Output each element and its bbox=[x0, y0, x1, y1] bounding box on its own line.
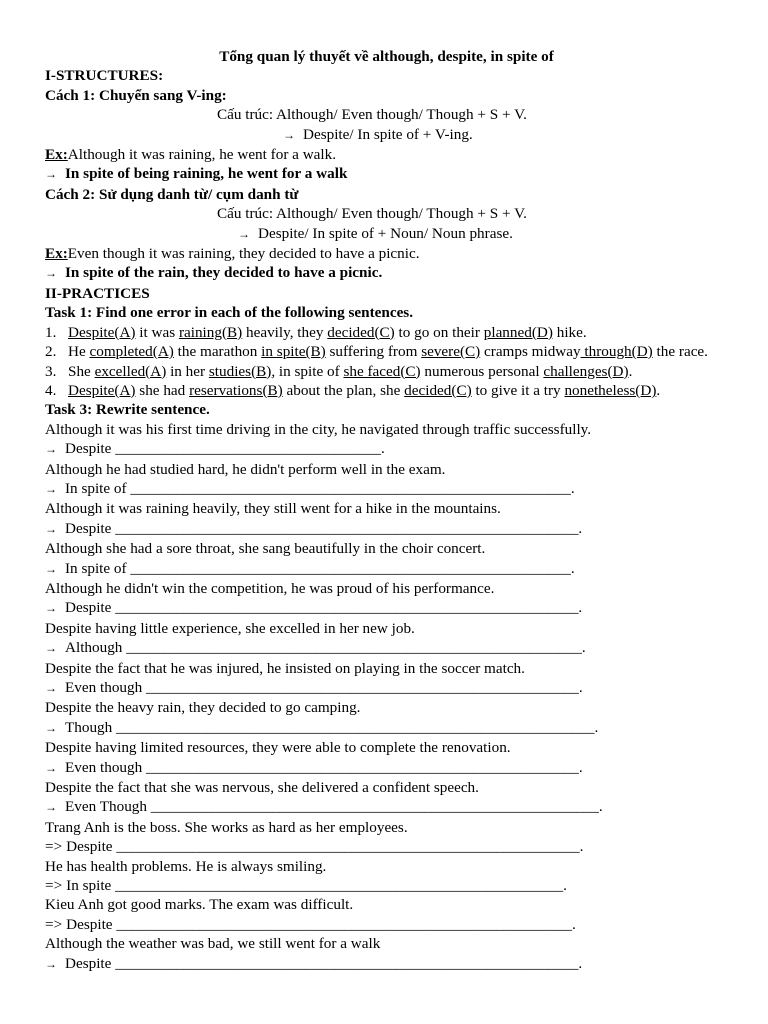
rewrite-answer-line bbox=[45, 837, 728, 856]
question-fragment: He bbox=[68, 343, 90, 361]
way1-heading: Cách 1: Chuyển sang V-ing: bbox=[45, 86, 227, 104]
way1-example: Ex:Although it was raining, he went for a walk. bbox=[45, 146, 337, 164]
answer-option[interactable]: Despite(A) bbox=[68, 323, 136, 341]
answer-option[interactable]: severe(C) bbox=[421, 343, 481, 361]
answer-option[interactable]: she faced(C) bbox=[343, 362, 421, 380]
answer-blank[interactable]: ___________________________________________________________. bbox=[150, 798, 603, 816]
question-fragment: cramps midway bbox=[480, 343, 581, 361]
rewrite-start-word: Despite bbox=[66, 915, 113, 933]
rewrite-start-word: Despite bbox=[65, 954, 112, 972]
question-text bbox=[68, 342, 728, 361]
answer-option[interactable]: excelled(A) bbox=[94, 362, 167, 380]
way1-example-answer: → In spite of being raining, he went for a walk bbox=[45, 164, 728, 184]
rewrite-start-word: In spite of bbox=[65, 479, 127, 497]
rewrite-answer-line bbox=[45, 479, 728, 499]
answer-blank[interactable]: __________________________________________________________. bbox=[130, 479, 575, 497]
arrow-icon: → bbox=[238, 226, 250, 241]
arrow-icon: → bbox=[45, 681, 57, 695]
question-text bbox=[68, 323, 728, 342]
task1-question bbox=[45, 323, 728, 342]
answer-blank[interactable]: _____________________________________________________________. bbox=[115, 954, 583, 972]
question-number: 1. bbox=[45, 323, 57, 341]
question-fragment: suffering from bbox=[325, 343, 422, 361]
arrow-icon: → bbox=[45, 167, 57, 182]
way2-heading: Cách 2: Sử dụng danh từ/ cụm danh từ bbox=[45, 185, 299, 203]
task3-heading: Task 3: Rewrite sentence. bbox=[45, 401, 210, 419]
answer-option[interactable]: through(D) bbox=[580, 343, 653, 361]
answer-blank[interactable]: _____________________________________________________________. bbox=[115, 599, 583, 617]
arrow-icon: → bbox=[45, 266, 57, 281]
question-fragment: about the plan, she bbox=[282, 381, 405, 399]
arrow-icon: → bbox=[45, 481, 57, 496]
arrow-icon: => bbox=[45, 838, 63, 856]
question-fragment: hike. bbox=[552, 323, 587, 341]
rewrite-answer-line bbox=[45, 915, 728, 934]
answer-option[interactable]: studies(B) bbox=[208, 362, 272, 380]
question-fragment: . bbox=[628, 362, 633, 380]
answer-option[interactable]: raining(B) bbox=[178, 323, 243, 341]
document-title: Tổng quan lý thuyết về although, despite, in spite of bbox=[219, 48, 554, 65]
task1-question bbox=[45, 342, 728, 361]
rewrite-start-word: Despite bbox=[65, 599, 112, 617]
rewrite-prompt: Although he didn't win the competition, he was proud of his performance. bbox=[45, 579, 495, 597]
answer-blank[interactable]: _________________________________________________________. bbox=[146, 758, 583, 776]
rewrite-start-word: In spite bbox=[66, 877, 112, 895]
rewrite-prompt: He has health problems. He is always smiling. bbox=[45, 857, 327, 875]
rewrite-answer-line bbox=[45, 638, 728, 658]
question-text bbox=[68, 362, 728, 381]
answer-option[interactable]: decided(C) bbox=[327, 323, 395, 341]
task1-question bbox=[45, 362, 728, 381]
rewrite-answer-line bbox=[45, 797, 728, 817]
rewrite-start-word: Though bbox=[65, 718, 113, 736]
way2-result: → Despite/ In spite of + Noun/ Noun phrase. bbox=[45, 224, 728, 244]
rewrite-answer-line bbox=[45, 954, 728, 974]
arrow-icon: → bbox=[45, 601, 57, 616]
way2-example: Ex:Even though it was raining, they decided to have a picnic. bbox=[45, 245, 420, 263]
rewrite-answer-line bbox=[45, 439, 728, 459]
task1-heading: Task 1: Find one error in each of the following sentences. bbox=[45, 304, 414, 322]
question-text bbox=[68, 381, 728, 400]
rewrite-start-word: Even though bbox=[65, 758, 143, 776]
answer-option[interactable]: challenges(D) bbox=[543, 362, 629, 380]
arrow-icon: → bbox=[45, 521, 57, 536]
arrow-icon: => bbox=[45, 877, 63, 895]
question-number: 3. bbox=[45, 362, 57, 380]
way2-example-answer: → In spite of the rain, they decided to have a picnic. bbox=[45, 263, 728, 283]
arrow-icon: → bbox=[45, 641, 57, 656]
answer-blank[interactable]: _____________________________________________________________. bbox=[116, 838, 584, 856]
answer-blank[interactable]: __________________________________________________________. bbox=[130, 559, 575, 577]
rewrite-start-word: Even Though bbox=[65, 798, 147, 816]
answer-blank[interactable]: ____________________________________________________________. bbox=[126, 639, 586, 657]
answer-blank[interactable]: ____________________________________________________________. bbox=[116, 915, 576, 933]
rewrite-prompt: Although he had studied hard, he didn't perform well in the exam. bbox=[45, 460, 446, 478]
answer-option[interactable]: in spite(B) bbox=[261, 343, 326, 361]
way1-result: → Despite/ In spite of + V-ing. bbox=[45, 125, 728, 145]
way2-structure: Cấu trúc: Although/ Even though/ Though + S + V. bbox=[217, 205, 527, 223]
arrow-icon: → bbox=[45, 800, 57, 815]
rewrite-answer-line bbox=[45, 718, 728, 738]
question-fragment: , in spite of bbox=[271, 362, 344, 380]
arrow-icon: => bbox=[45, 915, 63, 933]
rewrite-start-word: In spite of bbox=[65, 559, 127, 577]
task1-question bbox=[45, 381, 728, 400]
rewrite-answer-line bbox=[45, 519, 728, 539]
rewrite-answer-line bbox=[45, 876, 728, 895]
rewrite-prompt: Although she had a sore throat, she sang beautifully in the choir concert. bbox=[45, 540, 486, 558]
arrow-icon: → bbox=[45, 442, 57, 457]
question-fragment: she had bbox=[135, 381, 190, 399]
question-fragment: the race. bbox=[652, 343, 708, 361]
rewrite-prompt: Despite the fact that she was nervous, she delivered a confident speech. bbox=[45, 779, 479, 797]
rewrite-prompt: Trang Anh is the boss. She works as hard as her employees. bbox=[45, 818, 408, 836]
answer-option[interactable]: reservations(B) bbox=[189, 381, 283, 399]
rewrite-prompt: Although it was raining heavily, they still went for a hike in the mountains. bbox=[45, 500, 501, 518]
section-practices-heading: II-PRACTICES bbox=[45, 284, 150, 302]
rewrite-answer-line bbox=[45, 559, 728, 579]
answer-option[interactable]: planned(D) bbox=[483, 323, 553, 341]
rewrite-prompt: Despite the heavy rain, they decided to go camping. bbox=[45, 699, 361, 717]
question-fragment: the marathon bbox=[173, 343, 262, 361]
answer-blank[interactable]: _____________________________________________________________. bbox=[115, 519, 583, 537]
rewrite-prompt: Although it was his first time driving in the city, he navigated through traffic successfully. bbox=[45, 420, 592, 438]
question-fragment: to give it a try bbox=[471, 381, 565, 399]
question-fragment: to go on their bbox=[394, 323, 484, 341]
question-fragment: . bbox=[656, 381, 661, 399]
task3-question-list bbox=[45, 420, 728, 974]
question-fragment: She bbox=[68, 362, 95, 380]
example-label: Ex: bbox=[45, 146, 68, 164]
question-fragment: heavily, they bbox=[242, 323, 328, 341]
rewrite-prompt: Despite the fact that he was injured, he insisted on playing in the soccer match. bbox=[45, 659, 525, 677]
rewrite-start-word: Although bbox=[65, 639, 123, 657]
rewrite-start-word: Even though bbox=[65, 679, 143, 696]
question-number: 4. bbox=[45, 381, 57, 399]
question-number: 2. bbox=[45, 343, 57, 361]
example-label: Ex: bbox=[45, 245, 68, 263]
way1-structure: Cấu trúc: Although/ Even though/ Though + S + V. bbox=[217, 106, 527, 124]
rewrite-prompt: Although the weather was bad, we still went for a walk bbox=[45, 935, 381, 953]
rewrite-prompt: Kieu Anh got good marks. The exam was difficult. bbox=[45, 896, 354, 914]
arrow-icon: → bbox=[45, 760, 57, 775]
answer-blank[interactable]: _________________________________________________________. bbox=[146, 679, 583, 696]
task1-question-list bbox=[45, 323, 728, 401]
answer-option[interactable]: nonetheless(D) bbox=[564, 381, 657, 399]
section-structures-heading: I-STRUCTURES: bbox=[45, 67, 164, 85]
rewrite-prompt: Despite having limited resources, they were able to complete the renovation. bbox=[45, 739, 511, 757]
rewrite-answer-line bbox=[45, 598, 728, 618]
answer-option[interactable]: decided(C) bbox=[404, 381, 472, 399]
rewrite-prompt: Despite having little experience, she excelled in her new job. bbox=[45, 619, 415, 637]
answer-blank[interactable]: _______________________________________________________________. bbox=[116, 718, 599, 736]
question-fragment: it was bbox=[135, 323, 179, 341]
question-fragment: numerous personal bbox=[420, 362, 544, 380]
rewrite-start-word: Despite bbox=[65, 440, 112, 458]
answer-option[interactable]: Despite(A) bbox=[68, 381, 136, 399]
rewrite-start-word: Despite bbox=[66, 838, 113, 856]
arrow-icon: → bbox=[45, 561, 57, 576]
arrow-icon: → bbox=[283, 127, 295, 142]
question-fragment: in her bbox=[166, 362, 209, 380]
answer-blank[interactable]: ___________________________________________________________. bbox=[115, 877, 567, 895]
arrow-icon: → bbox=[45, 956, 57, 971]
answer-blank[interactable]: ___________________________________. bbox=[115, 440, 385, 458]
rewrite-start-word: Despite bbox=[65, 519, 112, 537]
rewrite-answer-line bbox=[45, 678, 728, 698]
answer-option[interactable]: completed(A) bbox=[89, 343, 174, 361]
arrow-icon: → bbox=[45, 720, 57, 735]
rewrite-answer-line bbox=[45, 758, 728, 778]
